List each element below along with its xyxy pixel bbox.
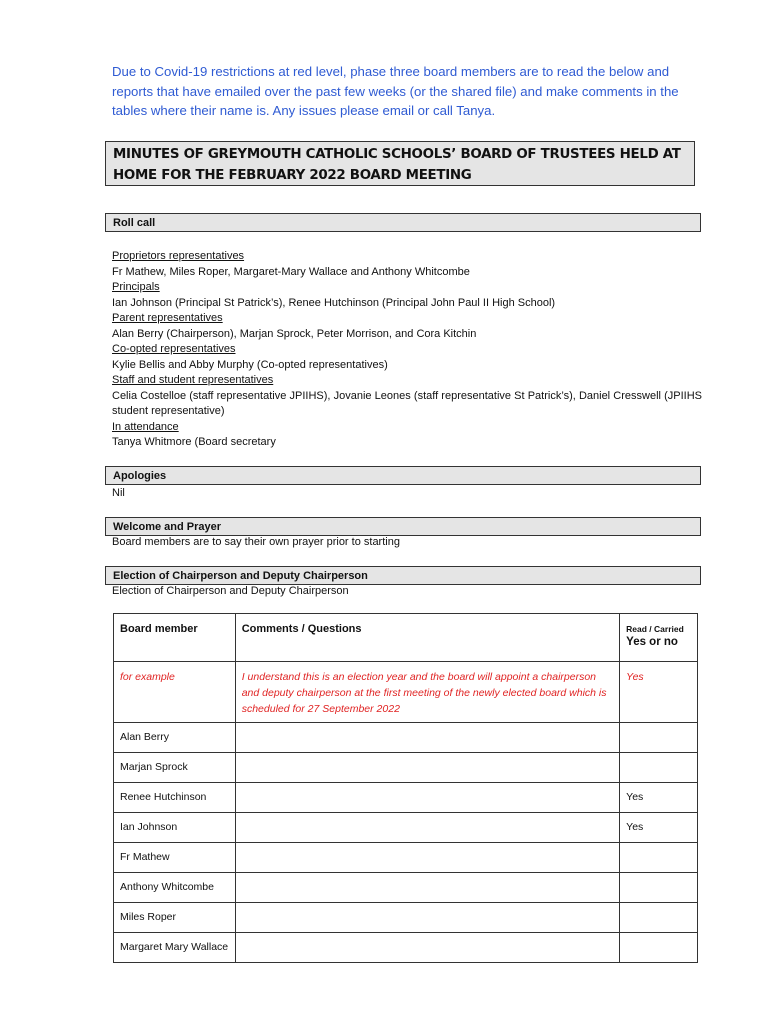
member-name: Anthony Whitcombe — [120, 881, 214, 893]
parent-list: Alan Berry (Chairperson), Marjan Sprock, Peter Morrison, and Cora Kitchin — [112, 327, 477, 340]
table-row — [114, 753, 698, 783]
member-name: Alan Berry — [120, 731, 170, 743]
minutes-title: MINUTES OF GREYMOUTH CATHOLIC SCHOOLS’ BOARD OF TRUSTEES HELD AT HOME FOR THE FEBRUARY 2022 BOARD MEETING — [105, 141, 695, 186]
table-row — [114, 843, 698, 873]
read-cell[interactable] — [620, 843, 698, 873]
proprietors-label: Proprietors representatives — [112, 250, 245, 262]
example-read: Yes — [626, 671, 644, 683]
staff-list: Celia Costelloe (staff representative JPIIHS), Jovanie Leones (staff representative St Patrick’s), Daniel Cresswell (JPIIHS student representative) — [112, 389, 702, 417]
comment-cell[interactable] — [235, 723, 619, 753]
read-cell[interactable] — [620, 933, 698, 963]
attendance-list: Tanya Whitmore (Board secretary — [112, 436, 276, 448]
staff-label: Staff and student representatives — [112, 374, 274, 386]
table-row — [114, 783, 698, 813]
covid-notice: Due to Covid-19 restrictions at red level, phase three board members are to read the below and reports that have emailed over the past few weeks (or the shared file) and make comments in the tables where their name is. Any issues please email or call Tanya. — [112, 64, 679, 118]
table-row — [114, 813, 698, 843]
read-carried-label: Read / Carried — [626, 624, 684, 634]
read-cell[interactable] — [620, 903, 698, 933]
col-read-header — [620, 614, 697, 649]
table-header-row — [114, 614, 698, 662]
principals-label: Principals — [112, 281, 160, 293]
read-cell[interactable] — [620, 723, 698, 753]
apologies-text: Nil — [112, 487, 125, 499]
yes-or-no-label: Yes or no — [626, 636, 678, 648]
read-cell[interactable]: Yes — [620, 813, 698, 843]
col-member-header: Board member — [120, 623, 198, 635]
comment-cell[interactable] — [235, 903, 619, 933]
member-name: Miles Roper — [120, 911, 177, 923]
comment-cell[interactable] — [235, 873, 619, 903]
welcome-heading: Welcome and Prayer — [105, 517, 701, 536]
election-heading: Election of Chairperson and Deputy Chairperson — [105, 566, 701, 585]
comment-cell[interactable] — [235, 813, 619, 843]
comment-cell[interactable] — [235, 933, 619, 963]
example-member: for example — [120, 671, 175, 683]
member-name: Ian Johnson — [120, 821, 178, 833]
member-name: Margaret Mary Wallace — [120, 941, 229, 953]
col-comments-header: Comments / Questions — [241, 623, 362, 635]
comment-cell[interactable] — [235, 843, 619, 873]
example-row — [114, 662, 698, 723]
read-cell[interactable]: Yes — [620, 783, 698, 813]
table-row — [114, 723, 698, 753]
member-name: Marjan Sprock — [120, 761, 188, 773]
table-row — [114, 903, 698, 933]
proprietors-list: Fr Mathew, Miles Roper, Margaret-Mary Wallace and Anthony Whitcombe — [112, 265, 470, 278]
election-text: Election of Chairperson and Deputy Chairperson — [112, 585, 349, 597]
parent-label: Parent representatives — [112, 312, 223, 324]
example-comment: I understand this is an election year and the board will appoint a chairperson and deputy chairperson at the first meeting of the newly elected board which is scheduled for 27 September 2022 — [241, 671, 607, 715]
read-cell[interactable] — [620, 753, 698, 783]
table-row — [114, 873, 698, 903]
member-name: Fr Mathew — [120, 851, 170, 863]
coopted-label: Co-opted representatives — [112, 343, 236, 355]
attendance-label: In attendance — [112, 420, 179, 433]
apologies-heading: Apologies — [105, 466, 701, 485]
comment-cell[interactable] — [235, 783, 619, 813]
read-cell[interactable] — [620, 873, 698, 903]
roll-call-heading: Roll call — [105, 213, 701, 232]
member-name: Renee Hutchinson — [120, 791, 207, 803]
coopted-list: Kylie Bellis and Abby Murphy (Co-opted representatives) — [112, 358, 388, 371]
table-row — [114, 933, 698, 963]
welcome-text: Board members are to say their own prayer prior to starting — [112, 536, 400, 548]
roll-call-body — [112, 249, 702, 451]
principals-list: Ian Johnson (Principal St Patrick’s), Renee Hutchinson (Principal John Paul II High School) — [112, 296, 556, 309]
board-member-table — [113, 613, 698, 963]
comment-cell[interactable] — [235, 753, 619, 783]
